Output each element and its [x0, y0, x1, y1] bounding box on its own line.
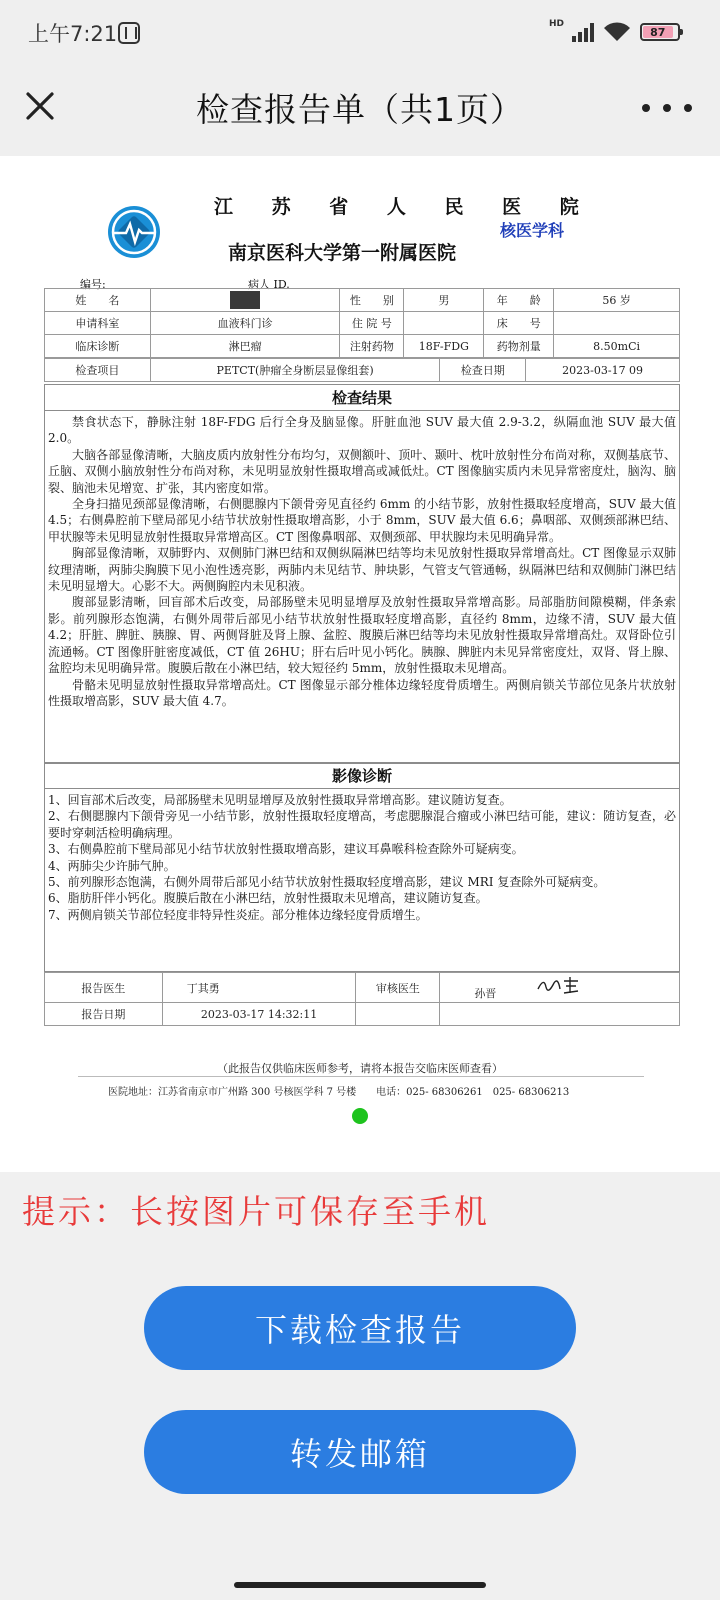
footer-note: （此报告仅供临床医师参考，请将本报告交临床医师查看）	[217, 1062, 503, 1075]
diagnosis-value: 淋巴瘤	[150, 335, 340, 358]
reviewer-value: 孙晋	[474, 986, 497, 1000]
reviewer-label: 审核医生	[356, 973, 440, 1003]
signature-table	[44, 972, 680, 1026]
diagnosis-item: 1、回盲部术后改变，局部肠壁未见明显增厚及放射性摄取异常增高影。建议随访复查。	[48, 793, 512, 807]
diagnosis-item: 2、右侧腮腺内下颌骨旁见一小结节影，放射性摄取轻度增高，考虑腮腺混合瘤或小淋巴结可能，建议：随访复查，必要时穿刺活检明确病理。	[48, 809, 676, 840]
findings-paragraph: 胸部显像清晰，双肺野内、双侧肺门淋巴结和双侧纵隔淋巴结等均未见放射性摄取异常增高灶。CT 图像显示双肺纹理清晰，两肺尖胸膜下见小泡性透亮影，两肺内未见结节、肿块影，气管支气管通畅，纵隔淋巴结和双侧肺门淋巴结未见明显增大。心影不大。两侧胸腔内未见积液。	[48, 546, 676, 594]
gender-value: 男	[404, 289, 484, 312]
report-image[interactable]	[0, 156, 720, 1172]
battery-icon	[640, 23, 680, 41]
footer-address: 医院地址：江苏省南京市广州路 300 号核医学科 7 号楼 电话：025- 68306261 025- 68306213	[108, 1087, 570, 1098]
item-label: 检查项目	[45, 359, 151, 382]
name-value	[150, 289, 340, 312]
doctor-label: 报告医生	[45, 973, 163, 1003]
dose-value: 8.50mCi	[554, 335, 680, 358]
bed-value	[554, 312, 680, 335]
doctor-value: 丁其勇	[162, 973, 356, 1003]
hospital-logo-icon	[104, 204, 164, 260]
diagnosis-label: 临床诊断	[45, 335, 151, 358]
reviewer-signature	[536, 975, 582, 1001]
ward-value	[404, 312, 484, 335]
name-label: 姓 名	[45, 289, 151, 312]
download-report-button[interactable]: 下载检查报告	[144, 1286, 576, 1370]
home-indicator[interactable]	[234, 1582, 486, 1588]
dept-label: 申请科室	[45, 312, 151, 335]
forward-email-button[interactable]: 转发邮箱	[144, 1410, 576, 1494]
footer-divider	[78, 1076, 644, 1077]
diagnosis-section	[44, 762, 680, 972]
diagnosis-item: 3、右侧鼻腔前下壁局部见小结节状放射性摄取增高影，建议耳鼻喉科检查除外可疑病变。	[48, 842, 524, 857]
more-options-button[interactable]	[642, 98, 692, 118]
findings-title: 检查结果	[45, 385, 679, 411]
number-label: 编号:	[80, 278, 106, 291]
status-icons	[549, 20, 680, 44]
save-tip: 提示：长按图片可保存至手机	[22, 1192, 490, 1231]
diagnosis-item: 5、前列腺形态饱满，右侧外周带后部见小结节状放射性摄取轻度增高影，建议 MRI 复查除外可疑病变。	[48, 875, 606, 890]
age-label: 年 龄	[484, 289, 554, 312]
signal-icon	[572, 22, 594, 42]
empty-cell	[440, 1003, 680, 1026]
green-dot-icon	[352, 1108, 368, 1124]
findings-paragraph: 骨骼未见明显放射性摄取异常增高灶。CT 图像显示部分椎体边缘轻度骨质增生。两侧肩锁关节部位见条片状放射性摄取增高影，SUV 最大值 4.7。	[48, 677, 676, 708]
diagnosis-item: 6、脂肪肝伴小钙化。腹膜后散在小淋巴结，放射性摄取未见增高，建议随访复查。	[48, 891, 488, 906]
diagnosis-item: 4、两肺尖少许肺气肿。	[48, 858, 176, 873]
hospital-subname: 南京医科大学第一附属医院	[228, 242, 457, 264]
dept-value: 血液科门诊	[150, 312, 340, 335]
more-dot-icon	[684, 104, 692, 112]
date-label: 检查日期	[440, 359, 526, 382]
bed-label: 床 号	[484, 312, 554, 335]
item-value: PETCT(肿瘤全身断层显像组套)	[150, 359, 440, 382]
network-type: HD	[548, 19, 564, 29]
date-value: 2023-03-17 09	[526, 359, 680, 382]
exam-item-table	[44, 358, 680, 382]
drug-label: 注射药物	[340, 335, 404, 358]
drug-value: 18F-FDG	[404, 335, 484, 358]
wifi-icon	[602, 21, 632, 43]
status-bar	[0, 0, 720, 64]
empty-cell	[356, 1003, 440, 1026]
dose-label: 药物剂量	[484, 335, 554, 358]
page-title: 检查报告单（共1页）	[196, 90, 524, 129]
diagnosis-body	[45, 789, 679, 923]
findings-paragraph: 全身扫描见颈部显像清晰，右侧腮腺内下颌骨旁见直径约 6mm 的小结节影，放射性摄取轻度增高，SUV 最大值 4.5；右侧鼻腔前下壁局部见小结节状放射性摄取增高影，小于 8mm，SUV 最大值 6.6；鼻咽部、双侧颈部淋巴结、甲状腺等未见明显放射性摄取异常增高区。CT 图像鼻咽部、双侧颈部、甲状腺均未见明确异常。	[48, 497, 676, 544]
findings-paragraph: 腹部显影清晰，回盲部术后改变，局部肠壁未见明显增厚及放射性摄取异常增高影。局部脂肪间隙模糊，伴条索影。前列腺形态饱满，右侧外周带后部见小结节状放射性摄取轻度增高影，直径约 8mm，边缘不清，SUV 最大值 4.2；肝脏、脾脏、胰腺、胃、两侧肾脏及肾上腺、盆腔、腹膜后淋巴结等均未见放射性摄取异常增高灶。双肾卧位引流通畅。CT 图像肝脏密度减低，CT 值 26HU；肝右后叶见小钙化。胰腺、脾脏内未见异常密度灶，双肾、肾上腺、盆腔均未见明确异常。腹膜后散在小淋巴结，较大短径约 5mm，放射性摄取未见增高。	[48, 595, 676, 676]
more-dot-icon	[642, 104, 650, 112]
patient-id-label: 病人 ID.	[248, 278, 290, 291]
more-dot-icon	[663, 104, 671, 112]
hospital-name: 江 苏 省 人 民 医 院	[214, 196, 595, 218]
findings-body	[45, 411, 679, 709]
age-value: 56 岁	[554, 289, 680, 312]
department-name: 核医学科	[500, 221, 565, 240]
gender-label: 性 别	[340, 289, 404, 312]
findings-paragraph: 禁食状态下，静脉注射 18F-FDG 后行全身及脑显像。肝脏血池 SUV 最大值 2.9-3.2，纵隔血池 SUV 最大值 2.0。	[48, 415, 676, 446]
battery-level: 87	[650, 25, 666, 39]
status-time: 上午7:21	[28, 22, 118, 46]
diagnosis-title: 影像诊断	[45, 763, 679, 789]
nfc-icon	[118, 22, 140, 44]
diagnosis-item: 7、两侧肩锁关节部位轻度非特异性炎症。部分椎体边缘轻度骨质增生。	[48, 907, 428, 922]
ward-label: 住 院 号	[340, 312, 404, 335]
findings-section	[44, 384, 680, 764]
findings-paragraph: 大脑各部显像清晰，大脑皮质内放射性分布均匀，双侧额叶、顶叶、颞叶、枕叶放射性分布尚对称，双侧基底节、丘脑、双侧小脑放射性分布尚对称，未见明显放射性摄取增高或减低灶。CT 图像脑实质内未见异常密度灶，脑沟、脑裂、脑池未见增宽、扩张，其内密度如常。	[48, 447, 676, 495]
reviewer-cell	[440, 973, 680, 1003]
app-bar	[0, 64, 720, 156]
report-date-value: 2023-03-17 14:32:11	[162, 1003, 356, 1026]
patient-info-table	[44, 288, 680, 358]
report-date-label: 报告日期	[45, 1003, 163, 1026]
redacted-name	[230, 291, 260, 309]
